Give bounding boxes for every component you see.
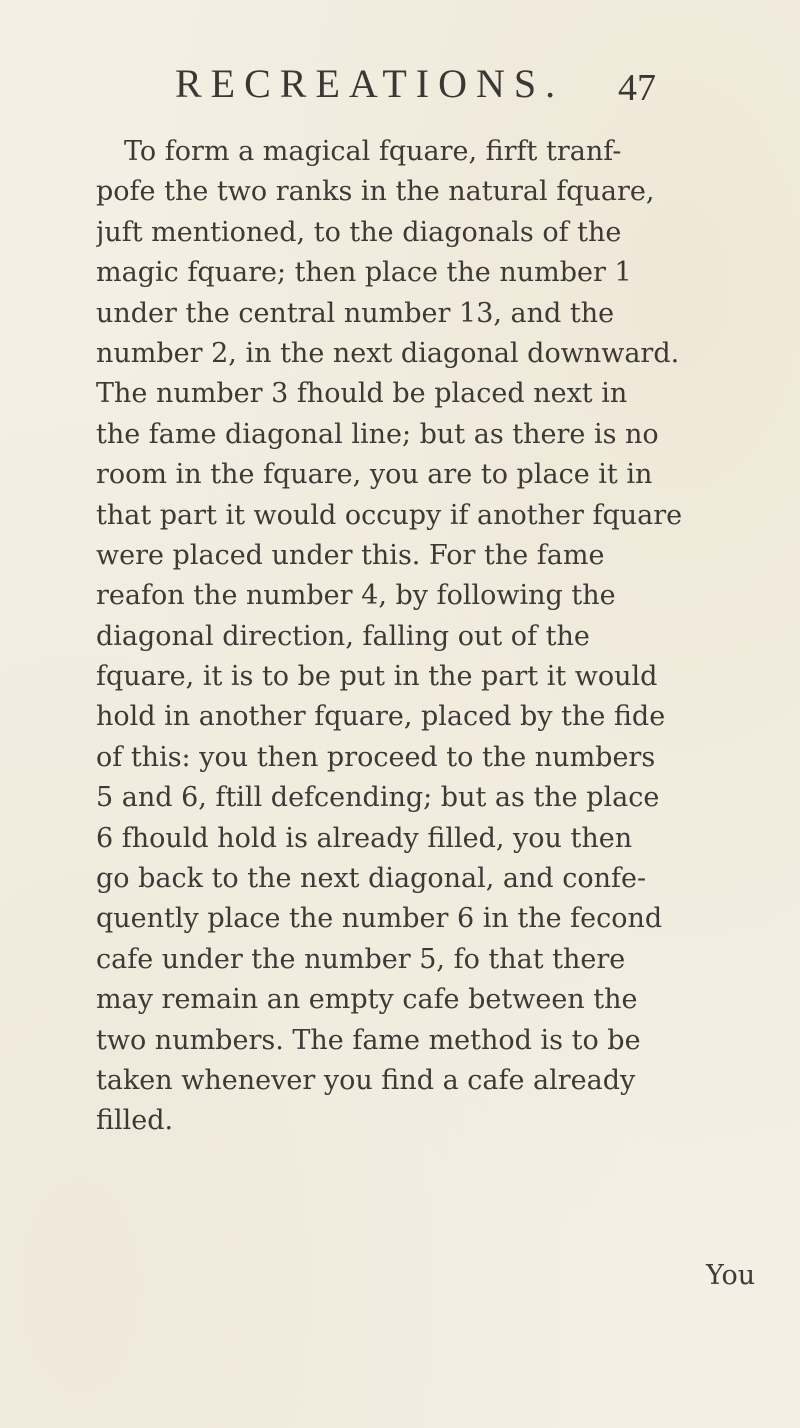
text-line: go back to the next diagonal, and confe- (96, 863, 647, 895)
text-line: quently place the number 6 in the fecond (96, 903, 663, 935)
text-line: under the central number 13, and the (96, 297, 615, 329)
text-line: room in the fquare, you are to place it in (96, 459, 653, 491)
text-line: cafe under the number 5, fo that there (96, 943, 626, 975)
text-line: two numbers. The fame method is to be (96, 1024, 641, 1056)
text-line: were placed under this. For the fame (96, 539, 605, 571)
text-line: 5 and 6, ftill defcending; but as the place (96, 782, 660, 814)
page-number: 47 (618, 67, 656, 109)
text-line: fquare, it is to be put in the part it would (96, 661, 658, 693)
text-line: taken whenever you find a cafe already (96, 1064, 636, 1096)
text-line: filled. (96, 1105, 174, 1137)
text-line: may remain an empty cafe between the (96, 984, 638, 1016)
text-line: reafon the number 4, by following the (96, 580, 616, 612)
text-line: magic fquare; then place the number 1 (96, 257, 632, 289)
text-line: that part it would occupy if another fquare (96, 499, 683, 531)
body-paragraph (96, 132, 756, 1142)
text-line: pofe the two ranks in the natural fquare, (96, 176, 655, 208)
text-line: number 2, in the next diagonal downward. (96, 337, 680, 369)
text-line: To form a magical fquare, firft tranf- (124, 136, 622, 167)
page-header (175, 60, 735, 116)
text-line: The number 3 fhould be placed next in (96, 378, 628, 410)
text-line: diagonal direction, falling out of the (96, 620, 590, 652)
text-line: the fame diagonal line; but as there is no (96, 418, 659, 450)
running-title: RECREATIONS. (175, 61, 565, 106)
text-line: hold in another fquare, placed by the fide (96, 701, 666, 733)
text-line: 6 fhould hold is already filled, you then (96, 822, 633, 854)
text-line: juft mentioned, to the diagonals of the (96, 216, 622, 248)
catchword: You (706, 1260, 756, 1291)
text-line: of this: you then proceed to the numbers (96, 741, 656, 773)
